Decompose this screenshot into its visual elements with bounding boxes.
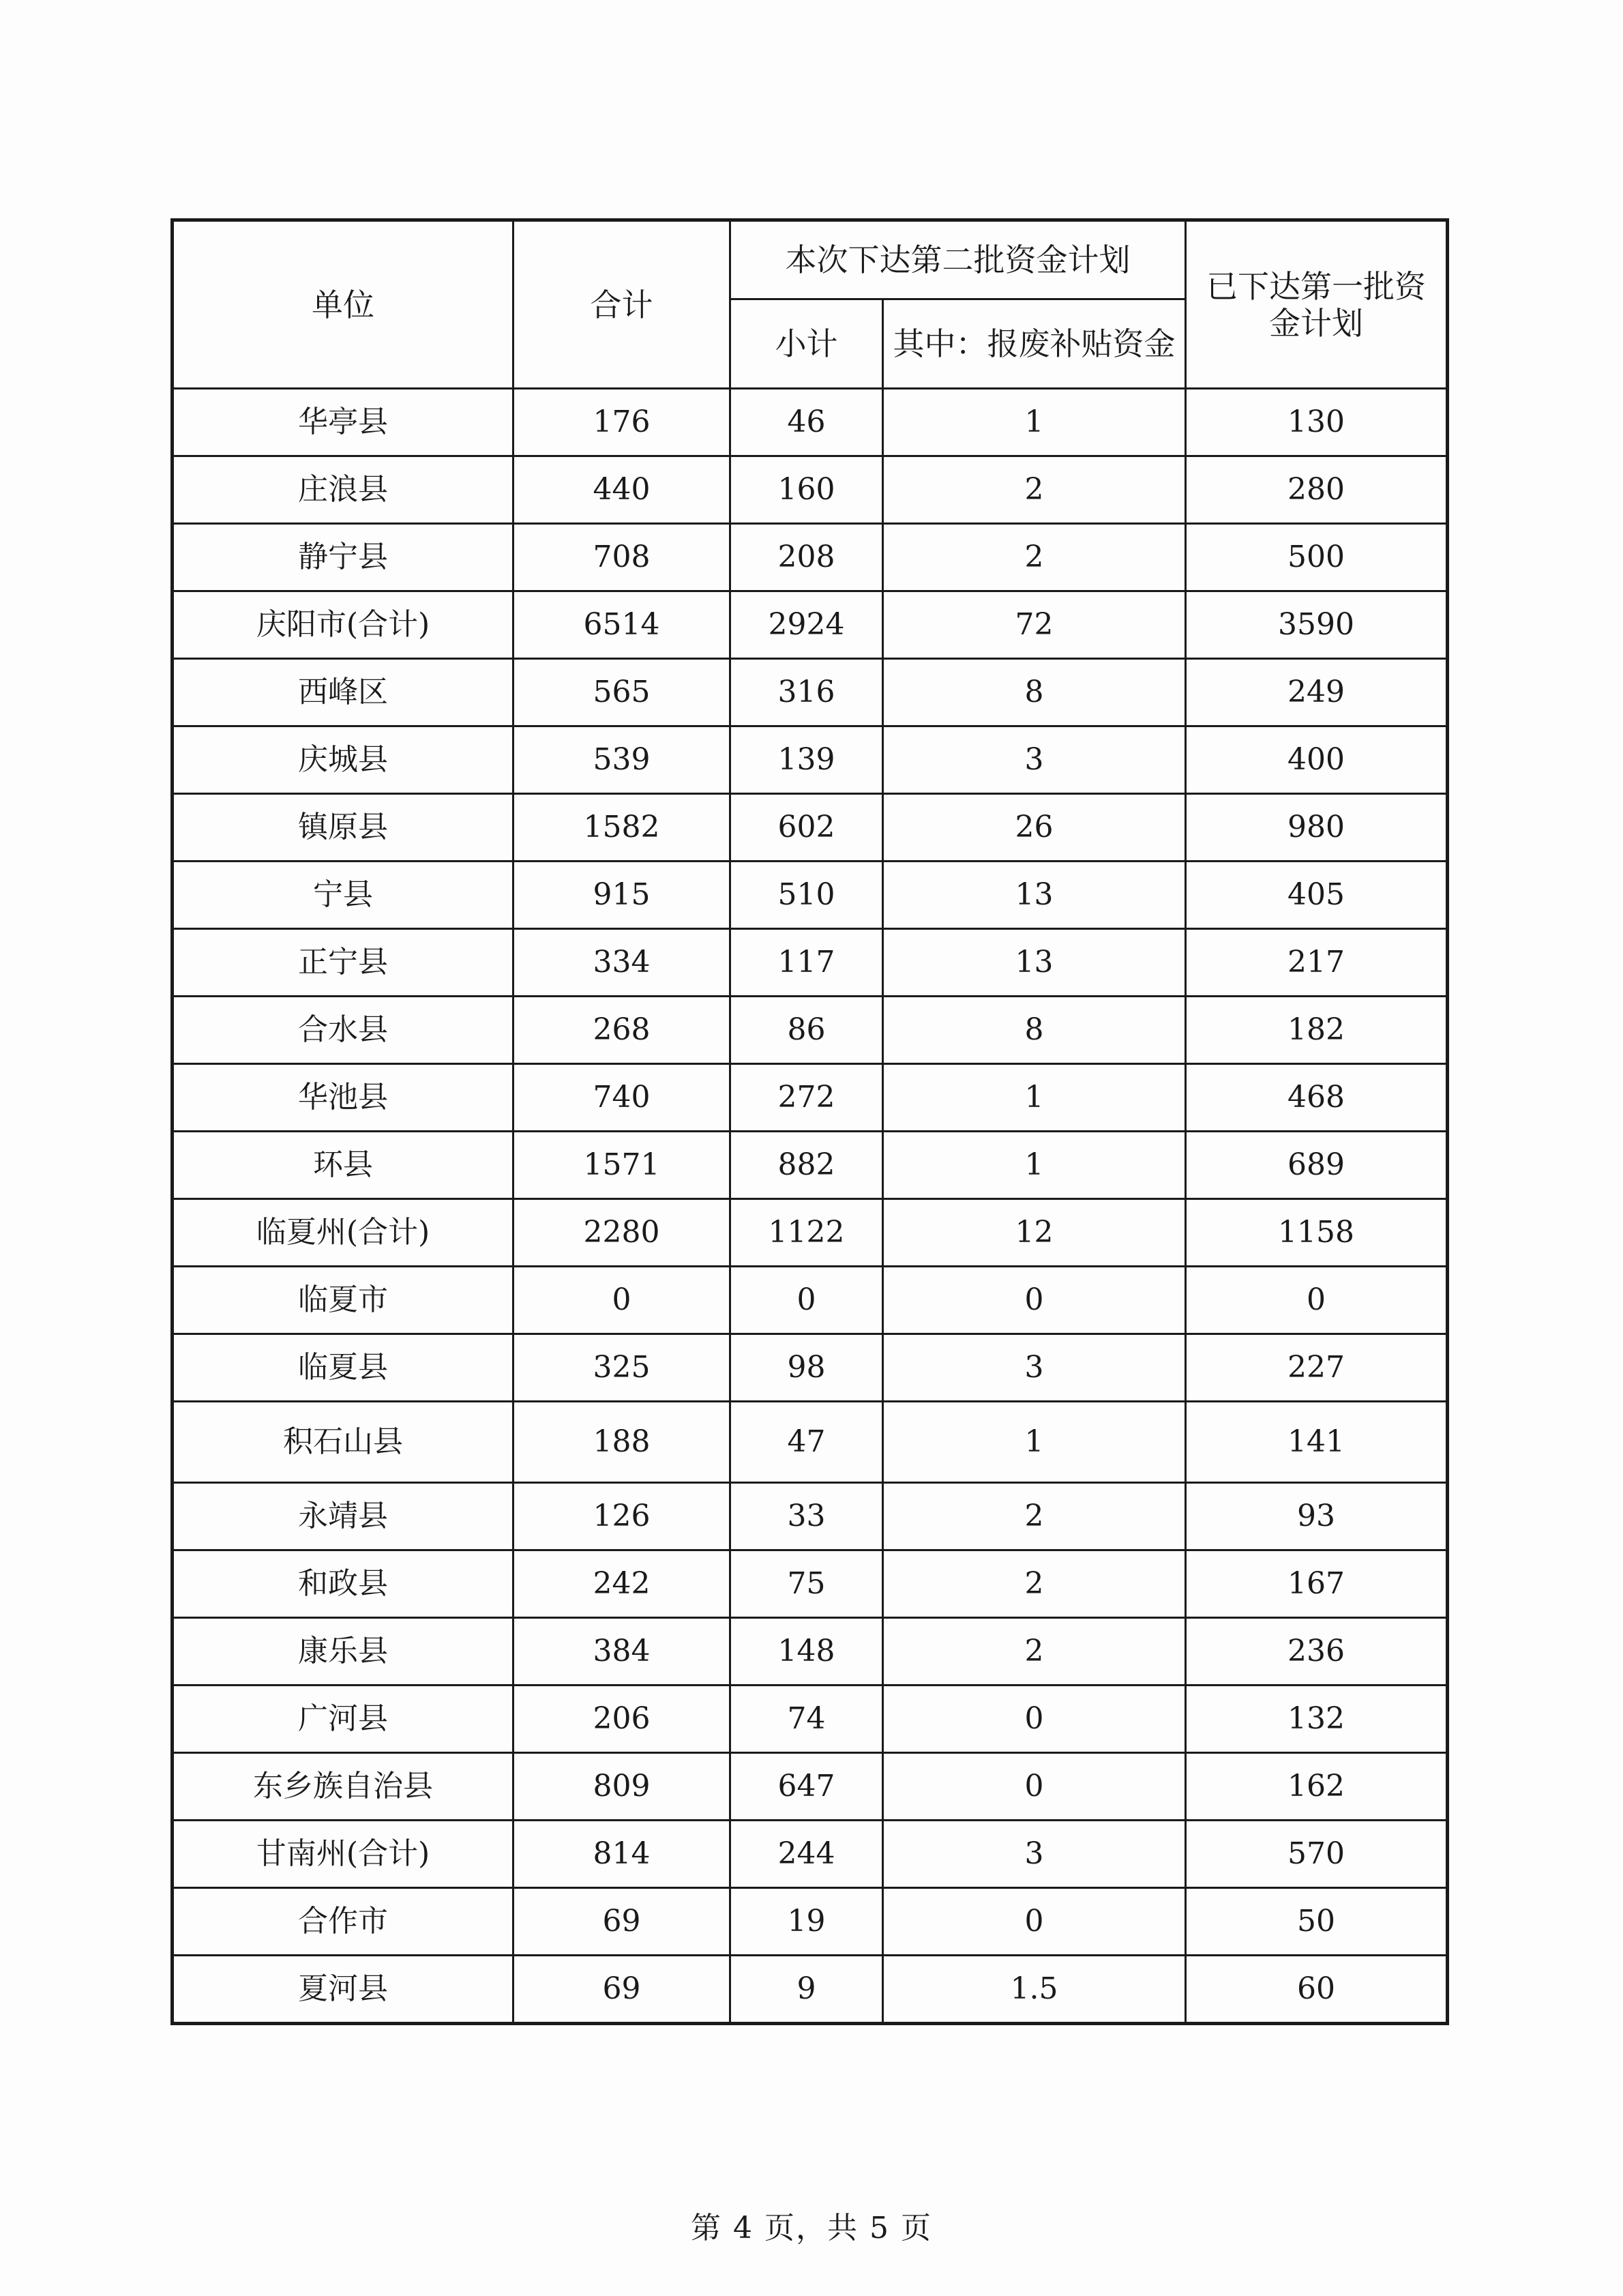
table-row (173, 726, 1448, 794)
cell-unit: 华池县 (173, 1064, 513, 1132)
cell-first-batch: 3590 (1186, 591, 1448, 659)
table-header-row (173, 220, 1448, 299)
cell-scrap-subsidy: 72 (883, 591, 1186, 659)
cell-scrap-subsidy: 3 (883, 726, 1186, 794)
cell-total: 915 (513, 862, 730, 929)
cell-first-batch: 182 (1186, 997, 1448, 1064)
table-row (173, 929, 1448, 997)
cell-scrap-subsidy: 0 (883, 1753, 1186, 1821)
cell-scrap-subsidy: 3 (883, 1334, 1186, 1402)
table-row (173, 1402, 1448, 1483)
cell-subtotal: 244 (730, 1821, 883, 1888)
cell-unit: 临夏州(合计) (173, 1199, 513, 1267)
cell-subtotal: 647 (730, 1753, 883, 1821)
table-row (173, 524, 1448, 591)
cell-total: 814 (513, 1821, 730, 1888)
cell-unit: 合水县 (173, 997, 513, 1064)
table-row (173, 1753, 1448, 1821)
cell-scrap-subsidy: 2 (883, 1483, 1186, 1550)
cell-total: 384 (513, 1618, 730, 1686)
table-row (173, 1821, 1448, 1888)
funding-plan-table (170, 218, 1449, 2025)
cell-subtotal: 46 (730, 389, 883, 456)
page-number: 第 4 页，共 5 页 (691, 2211, 932, 2246)
cell-scrap-subsidy: 8 (883, 997, 1186, 1064)
table-row (173, 659, 1448, 726)
cell-first-batch: 249 (1186, 659, 1448, 726)
cell-unit: 广河县 (173, 1686, 513, 1753)
cell-first-batch: 468 (1186, 1064, 1448, 1132)
cell-total: 268 (513, 997, 730, 1064)
cell-scrap-subsidy: 13 (883, 862, 1186, 929)
cell-subtotal: 9 (730, 1956, 883, 2024)
cell-total: 242 (513, 1550, 730, 1618)
cell-subtotal: 1122 (730, 1199, 883, 1267)
cell-total: 2280 (513, 1199, 730, 1267)
cell-first-batch: 280 (1186, 456, 1448, 524)
table-row (173, 1199, 1448, 1267)
cell-scrap-subsidy: 3 (883, 1821, 1186, 1888)
cell-unit: 临夏县 (173, 1334, 513, 1402)
table-row (173, 1064, 1448, 1132)
header-first-batch: 已下达第一批资金计划 (1186, 220, 1448, 389)
cell-first-batch: 236 (1186, 1618, 1448, 1686)
cell-unit: 环县 (173, 1132, 513, 1199)
cell-scrap-subsidy: 2 (883, 456, 1186, 524)
cell-subtotal: 160 (730, 456, 883, 524)
cell-scrap-subsidy: 1 (883, 1132, 1186, 1199)
table-row (173, 1132, 1448, 1199)
cell-total: 126 (513, 1483, 730, 1550)
cell-subtotal: 602 (730, 794, 883, 862)
cell-first-batch: 0 (1186, 1267, 1448, 1334)
cell-subtotal: 139 (730, 726, 883, 794)
cell-unit: 积石山县 (173, 1402, 513, 1483)
cell-subtotal: 19 (730, 1888, 883, 1956)
cell-unit: 庆阳市(合计) (173, 591, 513, 659)
cell-subtotal: 117 (730, 929, 883, 997)
cell-scrap-subsidy: 2 (883, 1550, 1186, 1618)
cell-subtotal: 510 (730, 862, 883, 929)
cell-unit: 镇原县 (173, 794, 513, 862)
cell-total: 0 (513, 1267, 730, 1334)
cell-unit: 合作市 (173, 1888, 513, 1956)
cell-unit: 临夏市 (173, 1267, 513, 1334)
header-second-batch: 本次下达第二批资金计划 (730, 220, 1186, 299)
cell-scrap-subsidy: 1 (883, 1064, 1186, 1132)
header-total: 合计 (513, 220, 730, 389)
cell-unit: 和政县 (173, 1550, 513, 1618)
cell-first-batch: 167 (1186, 1550, 1448, 1618)
cell-unit: 庆城县 (173, 726, 513, 794)
cell-subtotal: 47 (730, 1402, 883, 1483)
cell-unit: 康乐县 (173, 1618, 513, 1686)
cell-first-batch: 227 (1186, 1334, 1448, 1402)
cell-unit: 华亭县 (173, 389, 513, 456)
cell-subtotal: 272 (730, 1064, 883, 1132)
cell-unit: 西峰区 (173, 659, 513, 726)
table-row (173, 389, 1448, 456)
cell-first-batch: 132 (1186, 1686, 1448, 1753)
cell-subtotal: 0 (730, 1267, 883, 1334)
cell-total: 334 (513, 929, 730, 997)
cell-scrap-subsidy: 12 (883, 1199, 1186, 1267)
cell-first-batch: 162 (1186, 1753, 1448, 1821)
table-row (173, 1686, 1448, 1753)
cell-first-batch: 130 (1186, 389, 1448, 456)
cell-total: 539 (513, 726, 730, 794)
cell-scrap-subsidy: 0 (883, 1686, 1186, 1753)
header-scrap-subsidy: 其中：报废补贴资金 (883, 299, 1186, 389)
cell-scrap-subsidy: 0 (883, 1888, 1186, 1956)
table-row (173, 1483, 1448, 1550)
cell-unit: 庄浪县 (173, 456, 513, 524)
cell-total: 740 (513, 1064, 730, 1132)
cell-unit: 宁县 (173, 862, 513, 929)
table-row (173, 1888, 1448, 1956)
cell-first-batch: 405 (1186, 862, 1448, 929)
cell-scrap-subsidy: 1 (883, 1402, 1186, 1483)
cell-total: 565 (513, 659, 730, 726)
cell-scrap-subsidy: 13 (883, 929, 1186, 997)
cell-unit: 永靖县 (173, 1483, 513, 1550)
table-row (173, 862, 1448, 929)
table-row (173, 1618, 1448, 1686)
cell-total: 69 (513, 1956, 730, 2024)
cell-subtotal: 882 (730, 1132, 883, 1199)
cell-subtotal: 74 (730, 1686, 883, 1753)
cell-first-batch: 689 (1186, 1132, 1448, 1199)
cell-scrap-subsidy: 26 (883, 794, 1186, 862)
cell-scrap-subsidy: 2 (883, 524, 1186, 591)
cell-total: 176 (513, 389, 730, 456)
cell-subtotal: 86 (730, 997, 883, 1064)
cell-total: 1571 (513, 1132, 730, 1199)
cell-subtotal: 33 (730, 1483, 883, 1550)
table-row (173, 794, 1448, 862)
cell-total: 809 (513, 1753, 730, 1821)
cell-total: 708 (513, 524, 730, 591)
cell-first-batch: 141 (1186, 1402, 1448, 1483)
cell-total: 69 (513, 1888, 730, 1956)
cell-scrap-subsidy: 8 (883, 659, 1186, 726)
cell-first-batch: 400 (1186, 726, 1448, 794)
cell-total: 440 (513, 456, 730, 524)
cell-total: 1582 (513, 794, 730, 862)
cell-total: 325 (513, 1334, 730, 1402)
cell-scrap-subsidy: 2 (883, 1618, 1186, 1686)
cell-first-batch: 93 (1186, 1483, 1448, 1550)
cell-subtotal: 148 (730, 1618, 883, 1686)
cell-first-batch: 500 (1186, 524, 1448, 591)
cell-total: 206 (513, 1686, 730, 1753)
cell-subtotal: 208 (730, 524, 883, 591)
cell-unit: 静宁县 (173, 524, 513, 591)
cell-scrap-subsidy: 1 (883, 389, 1186, 456)
cell-first-batch: 570 (1186, 1821, 1448, 1888)
cell-total: 6514 (513, 591, 730, 659)
cell-unit: 甘南州(合计) (173, 1821, 513, 1888)
cell-first-batch: 217 (1186, 929, 1448, 997)
cell-first-batch: 50 (1186, 1888, 1448, 1956)
cell-subtotal: 75 (730, 1550, 883, 1618)
table-row (173, 1956, 1448, 2024)
cell-total: 188 (513, 1402, 730, 1483)
cell-unit: 夏河县 (173, 1956, 513, 2024)
header-unit: 单位 (173, 220, 513, 389)
table-row (173, 456, 1448, 524)
cell-first-batch: 1158 (1186, 1199, 1448, 1267)
cell-subtotal: 98 (730, 1334, 883, 1402)
table-row (173, 1334, 1448, 1402)
cell-unit: 正宁县 (173, 929, 513, 997)
cell-scrap-subsidy: 0 (883, 1267, 1186, 1334)
cell-scrap-subsidy: 1.5 (883, 1956, 1186, 2024)
table-row (173, 591, 1448, 659)
cell-first-batch: 980 (1186, 794, 1448, 862)
cell-subtotal: 316 (730, 659, 883, 726)
table-row (173, 997, 1448, 1064)
cell-unit: 东乡族自治县 (173, 1753, 513, 1821)
table-row (173, 1267, 1448, 1334)
table-row (173, 1550, 1448, 1618)
table-body (173, 389, 1448, 2024)
cell-subtotal: 2924 (730, 591, 883, 659)
cell-first-batch: 60 (1186, 1956, 1448, 2024)
header-subtotal: 小计 (730, 299, 883, 389)
